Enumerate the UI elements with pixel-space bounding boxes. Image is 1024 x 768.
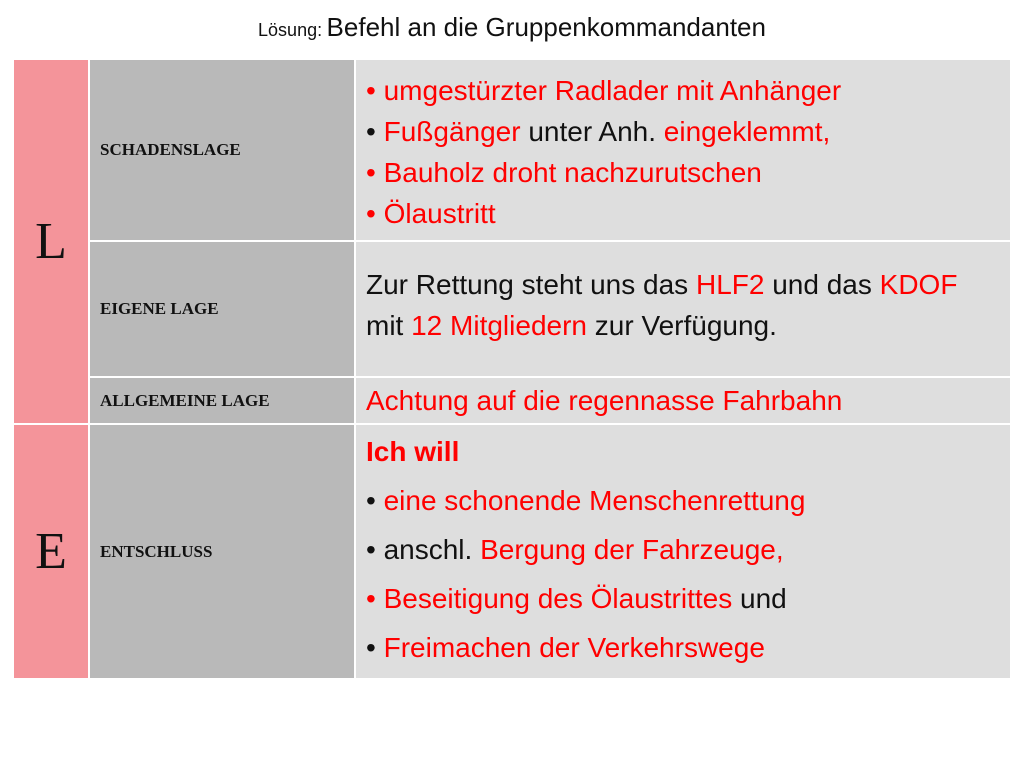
- text-highlight: KDOF: [879, 269, 958, 300]
- title-prefix: Lösung:: [258, 20, 323, 40]
- bullet-text-highlight: eingeklemmt,: [663, 116, 831, 147]
- table-row: [13, 377, 1011, 424]
- bullet-text: anschl.: [383, 534, 473, 565]
- list-item: [366, 111, 1002, 152]
- bullet-text: Freimachen der Verkehrswege: [383, 632, 765, 663]
- section-allgemeine-lage: ALLGEMEINE LAGE: [89, 377, 355, 424]
- content-entschluss: [355, 424, 1011, 679]
- letter-l: L: [13, 59, 89, 424]
- bullet-text: Bauholz droht nachzurutschen: [383, 157, 762, 188]
- list-item: [366, 525, 1002, 574]
- bullet-text-highlight: Bergung der Fahrzeuge,: [480, 534, 784, 565]
- bullet: •: [366, 198, 376, 229]
- bullet-text: umgestürzter Radlader mit Anhänger: [383, 75, 842, 106]
- table-row: [13, 424, 1011, 679]
- title-text: Befehl an die Gruppenkommandanten: [326, 12, 766, 42]
- text: zur Verfügung.: [594, 310, 777, 341]
- bullet: •: [366, 116, 376, 147]
- text: Zur Rettung steht uns das: [366, 269, 689, 300]
- bullet: •: [366, 157, 376, 188]
- list-item: [366, 623, 1002, 672]
- entschluss-heading: Ich will: [366, 436, 460, 467]
- section-entschluss: ENTSCHLUSS: [89, 424, 355, 679]
- bullet-text-highlight: Fußgänger: [383, 116, 521, 147]
- bullet-text-highlight: Beseitigung des Ölaustrittes: [383, 583, 733, 614]
- bullet: •: [366, 583, 376, 614]
- list-item: [366, 70, 1002, 111]
- bullet-text: eine schonende Menschenrettung: [383, 485, 806, 516]
- text: Achtung auf die regennasse Fahrbahn: [366, 385, 843, 416]
- list-item: [366, 152, 1002, 193]
- bullet: •: [366, 75, 376, 106]
- letter-e: E: [13, 424, 89, 679]
- section-eigene-lage: EIGENE LAGE: [89, 241, 355, 377]
- list-item: [366, 193, 1002, 234]
- table-row: [13, 59, 1011, 241]
- content-eigene-lage: [355, 241, 1011, 377]
- table-row: [13, 241, 1011, 377]
- content-schadenslage: [355, 59, 1011, 241]
- bullet: •: [366, 632, 376, 663]
- lage-table: [12, 58, 1012, 680]
- bullet-text: unter Anh.: [528, 116, 656, 147]
- content-allgemeine-lage: [355, 377, 1011, 424]
- slide-title: [0, 12, 1024, 43]
- text: mit: [366, 310, 404, 341]
- section-schadenslage: SCHADENSLAGE: [89, 59, 355, 241]
- text-highlight: 12 Mitgliedern: [411, 310, 587, 341]
- bullet-text: Ölaustritt: [383, 198, 496, 229]
- text-highlight: HLF2: [695, 269, 765, 300]
- bullet-text: und: [740, 583, 787, 614]
- bullet: •: [366, 534, 376, 565]
- list-item: [366, 476, 1002, 525]
- text: und das: [772, 269, 872, 300]
- bullet: •: [366, 485, 376, 516]
- list-item: [366, 574, 1002, 623]
